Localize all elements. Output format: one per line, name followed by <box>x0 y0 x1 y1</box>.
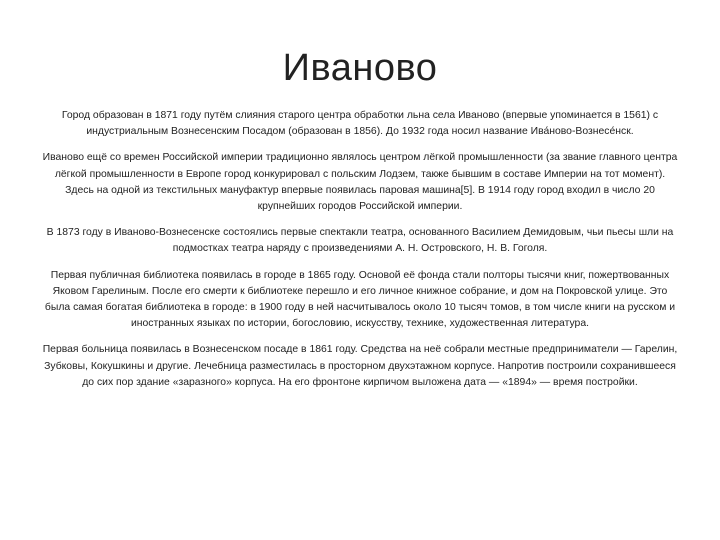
slide-body <box>40 108 680 401</box>
paragraph-industry: Иваново ещё со времен Российской империи традиционно являлось центром лёгкой промышленности (за звание главного центра лёгкой промышленности в Европе город конкурировал с польским Лодзем, также бывшим в составе Империи на тот момент). Здесь на одной из текстильных мануфактур впервые появилась паровая машина[5]. В 1914 году город входил в число 20 крупнейших городов Российской империи. <box>42 152 678 213</box>
paragraph-library: Первая публичная библиотека появилась в городе в 1865 году. Основой её фонда стали полторы тысячи книг, пожертвованных Яковом Гарелиным. После его смерти к библиотеке перешло и его личное книжное собрание, и дом на Покровской улице. Это была самая богатая библиотека в городе: в 1900 году в ней насчитывалось около 10 тысяч томов, в том числе книги на русском и иностранных языках по истории, богословию, искусству, технике, художественная литература. <box>44 269 676 330</box>
slide-title: Иваново <box>282 47 438 89</box>
paragraph-theatre: В 1873 году в Иваново-Вознесенске состоялись первые спектакли театра, основанного Василием Демидовым, чьи пьесы шли на подмостках театра наряду с произведениями А. Н. Островского, Н. В. Гоголя. <box>46 227 674 255</box>
paragraph-founding: Город образован в 1871 году путём слияния старого центра обработки льна села Иваново (впервые упоминается в 1561) с индустриальным Вознесенским Посадом (образован в 1856). До 1932 года носил название Ива́ново-Вознесе́нск. <box>61 110 659 138</box>
paragraph-hospital: Первая больница появилась в Вознесенском посаде в 1861 году. Средства на неё собрали местные предприниматели — Гарелин, Зубковы, Кокушкины и другие. Лечебница разместилась в просторном двухэтажном корпусе. Напротив построили сохранившееся до сих пор здание «заразного» корпуса. На его фронтоне кирпичом выложена дата — «1894» — время постройки. <box>42 344 678 388</box>
